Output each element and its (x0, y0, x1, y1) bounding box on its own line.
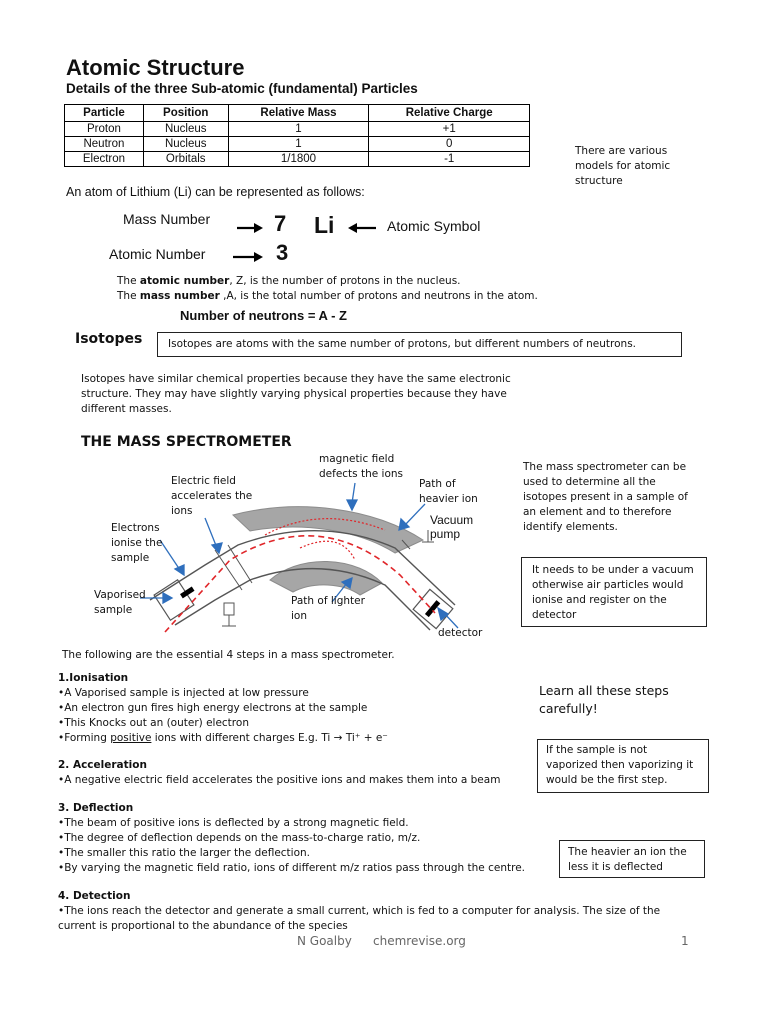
atomic-symbol-label: Atomic Symbol (387, 218, 481, 234)
step-line: •By varying the magnetic field ratio, ions of different m/z ratios pass through the centre. (58, 862, 525, 874)
step-line: •An electron gun fires high energy electrons at the sample (58, 702, 368, 714)
page-number: 1 (681, 934, 689, 948)
vaporised-label: Vaporised sample (94, 589, 146, 616)
vacuum-note-box: It needs to be under a vacuum otherwise air particles would ionise and register on the detector (521, 557, 707, 627)
step-line: •A negative electric field accelerates the positive ions and makes them into a beam (58, 774, 501, 786)
page-subtitle: Details of the three Sub-atomic (fundamental) Particles (66, 81, 418, 96)
steps-intro: The following are the essential 4 steps in a mass spectrometer. (62, 649, 395, 661)
vacuum-pump-label: Vacuum pump (430, 513, 474, 541)
table-cell: 1 (228, 137, 369, 152)
column-header: Relative Charge (369, 105, 530, 122)
magnetic-field-label: magnetic field defects the ions (319, 453, 404, 480)
table-cell: Neutron (65, 137, 144, 152)
step-line: •This Knocks out an (outer) electron (58, 717, 249, 729)
step-ionisation (58, 671, 528, 746)
step-heading: 4. Detection (58, 890, 131, 902)
mass-number-value: 7 (274, 211, 287, 236)
vaporize-note-box: If the sample is not vaporized then vaporizing it would be the first step. (537, 739, 709, 793)
step-line: •The degree of deflection depends on the mass-to-charge ratio, m/z. (58, 832, 421, 844)
lithium-intro: An atom of Lithium (Li) can be represented as follows: (66, 185, 365, 199)
isotopes-definition-box: Isotopes are atoms with the same number of protons, but different numbers of neutrons. (157, 332, 682, 357)
step-heading: 1.Ionisation (58, 672, 129, 684)
mass-spec-side-note: The mass spectrometer can be used to determine all the isotopes present in a sample of an element and to therefore identify elements. (523, 461, 688, 533)
mass-number-definition: The mass number ,A, is the total number of protons and neutrons in the atom. (117, 290, 538, 302)
table-cell: +1 (369, 122, 530, 137)
table-cell: Nucleus (143, 137, 228, 152)
footer-author: N Goalby (297, 934, 352, 948)
step-heading: 3. Deflection (58, 802, 134, 814)
mass-number-label: Mass Number (123, 211, 211, 227)
electric-field-label: Electric field accelerates the ions (171, 475, 253, 517)
step-deflection (58, 801, 538, 876)
detector-label: detector (438, 627, 483, 639)
electrons-label: Electrons ionise the sample (111, 522, 163, 564)
atomic-number-definition: The atomic number, Z, is the number of protons in the nucleus. (117, 275, 461, 287)
atomic-number-value: 3 (276, 240, 289, 265)
column-header: Position (143, 105, 228, 122)
neutrons-formula: Number of neutrons = A - Z (180, 308, 347, 323)
table-cell: Nucleus (143, 122, 228, 137)
step-line: •The beam of positive ions is deflected by a strong magnetic field. (58, 817, 409, 829)
table-cell: Electron (65, 152, 144, 167)
isotopes-heading: Isotopes (75, 331, 143, 347)
step-line: •A Vaporised sample is injected at low pressure (58, 687, 309, 699)
step-heading: 2. Acceleration (58, 759, 147, 771)
step-detection (58, 889, 668, 934)
atomic-symbol: Li (314, 212, 335, 238)
table-cell: 1/1800 (228, 152, 369, 167)
step-line: •Forming positive ions with different charges E.g. Ti → Ti⁺ + e⁻ (58, 732, 388, 744)
learn-note: Learn all these steps carefully! (539, 683, 669, 716)
step-line: •The smaller this ratio the larger the deflection. (58, 847, 311, 859)
column-header: Relative Mass (228, 105, 369, 122)
models-note: There are various models for atomic structure (575, 145, 671, 187)
table-cell: -1 (369, 152, 530, 167)
table-cell: Orbitals (143, 152, 228, 167)
step-line: •The ions reach the detector and generate a small current, which is fed to a computer for analysis. The size of the current is proportional to the abundance of the species (58, 905, 661, 932)
table-cell: 1 (228, 122, 369, 137)
isotopes-paragraph: Isotopes have similar chemical properties because they have the same electronic structure. They may have slightly varying physical properties because they have different masses. (81, 373, 511, 415)
table-cell: Proton (65, 122, 144, 137)
column-header: Particle (65, 105, 144, 122)
footer-site: chemrevise.org (373, 934, 466, 948)
step-acceleration (58, 758, 538, 788)
table-cell: 0 (369, 137, 530, 152)
page-title: Atomic Structure (66, 55, 245, 80)
atomic-number-label: Atomic Number (109, 246, 206, 262)
heavier-path-label: Path of heavier ion (419, 478, 478, 505)
mass-spectrometer-heading: THE MASS SPECTROMETER (81, 434, 292, 450)
lighter-path-label: Path of lighter ion (291, 595, 365, 622)
heavier-note-box: The heavier an ion the less it is deflected (559, 840, 705, 878)
